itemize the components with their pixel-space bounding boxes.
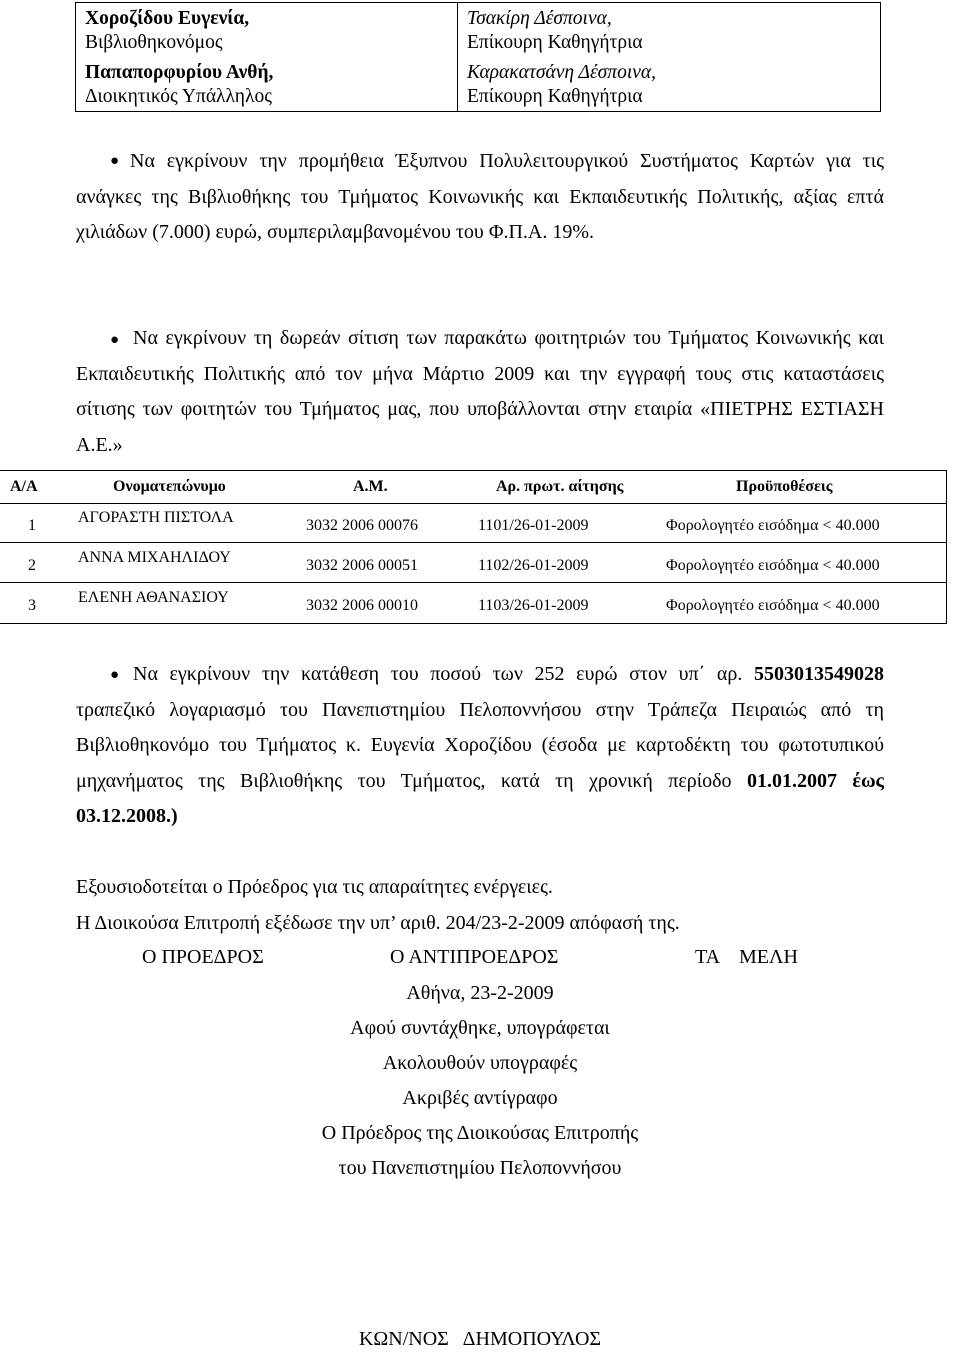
table-header-cell: Προϋποθέσεις xyxy=(736,478,833,495)
requirement: Φορολογητέο εισόδημα < 40.000 xyxy=(666,557,880,574)
resolution-paragraph-1 xyxy=(76,144,884,251)
resolution-text: τραπεζικό λογαριασμό του Πανεπιστημίου Πελοποννήσου στην Τράπεζα Πειραιώς από τη Βιβλιοθηκονόμο του Τμήματος κ. Ευγενία Χοροζίδου (έσοδα με καρτοδέκτη του φωτοτυπικού μηχανήματος της Βιβλιοθήκης του Τμήματος, κατά τη χρονική περίοδο xyxy=(76,698,884,792)
resolution-text: Να εγκρίνουν τη δωρεάν σίτιση των παρακάτω φοιτητριών του Τμήματος Κοινωνικής και Εκπαιδευτικής Πολιτικής από τον μήνα Μάρτιο 2009 και την εγγραφή τους στις καταστάσεις σίτισης των φοιτητών του Τμήματος μας, που υποβάλλονται στην εταιρία «ΠΙΕΤΡΗΣ ΕΣΤΙΑΣΗ Α.Ε.» xyxy=(76,327,884,456)
row-number: 1 xyxy=(28,517,36,534)
bank-account-number: 5503013549028 xyxy=(754,663,885,685)
collection-period: 01.01.2007 έως 03.12.2008.) xyxy=(76,769,884,827)
signatures-follow: Ακολουθούν υπογραφές xyxy=(382,1052,578,1074)
staff-name: Τσακίρη Δέσποινα, xyxy=(467,8,612,29)
staff-table-divider xyxy=(457,3,458,111)
application-number: 1103/26-01-2009 xyxy=(478,597,589,614)
decision-text: Η Διοικούσα Επιτροπή εξέδωσε την υπ’ αριθ. 204/23-2-2009 απόφασή της. xyxy=(76,912,680,934)
table-header-cell: Α.Μ. xyxy=(353,478,388,495)
staff-right-1 xyxy=(467,7,837,55)
staff-right-2 xyxy=(467,61,837,109)
signatory-members: ΤΑ ΜΕΛΗ xyxy=(695,946,798,968)
staff-role: Βιβλιοθηκονόμος xyxy=(85,32,223,53)
signatory-president: Ο ΠΡΟΕΔΡΟΣ xyxy=(142,946,264,968)
staff-table xyxy=(75,2,881,112)
resolution-text: Να εγκρίνουν την προμήθεια Έξυπνου Πολυλειτουργικού Συστήματος Καρτών για τις ανάγκες της Βιβλιοθήκης του Τμήματος Κοινωνικής και Εκπαιδευτικής Πολιτικής, αξίας επτά χιλιάδων (7.000) ευρώ, συμπεριλαμβανομένου του Φ.Π.Α. 19%. xyxy=(76,150,884,243)
bullet-icon: ● xyxy=(110,153,120,169)
resolution-paragraph-3 xyxy=(76,657,884,835)
row-number: 2 xyxy=(28,557,36,574)
student-name: ΑΓΟΡΑΣΤΗ ΠΙΣΤΟΛΑ xyxy=(78,509,234,526)
table-header-cell: Αρ. πρωτ. αίτησης xyxy=(496,478,624,495)
staff-role: Διοικητικός Υπάλληλος xyxy=(85,86,272,107)
bullet-icon: ● xyxy=(110,332,120,348)
student-id: 3032 2006 00051 xyxy=(306,557,418,574)
student-id: 3032 2006 00076 xyxy=(306,517,418,534)
application-number: 1102/26-01-2009 xyxy=(478,557,589,574)
signatory-vice-president: Ο ΑΝΤΙΠΡΟΕΔΡΟΣ xyxy=(390,946,559,968)
staff-name: Καρακατσάνη Δέσποινα, xyxy=(467,62,657,83)
signed-note: Αφού συντάχθηκε, υπογράφεται xyxy=(350,1017,610,1039)
table-header-cell: Ονοματεπώνυμο xyxy=(113,478,226,495)
authorization-text: Εξουσιοδοτείται ο Πρόεδρος για τις απαραίτητες ενέργειες. xyxy=(76,876,553,898)
table-rule xyxy=(0,542,946,543)
application-number: 1101/26-01-2009 xyxy=(478,517,589,534)
resolution-text: Να εγκρίνουν την κατάθεση του ποσού των 252 ευρώ στον υπ΄ αρ. xyxy=(133,663,743,685)
requirement: Φορολογητέο εισόδημα < 40.000 xyxy=(666,597,880,614)
table-rule xyxy=(0,503,946,504)
student-name: ΑΝΝΑ ΜΙΧΑΗΛΙΔΟΥ xyxy=(78,549,231,566)
staff-role: Επίκουρη Καθηγήτρια xyxy=(467,86,643,107)
requirement: Φορολογητέο εισόδημα < 40.000 xyxy=(666,517,880,534)
table-header-cell: Α/Α xyxy=(10,478,38,495)
resolution-paragraph-2 xyxy=(76,321,884,463)
staff-left-1 xyxy=(85,7,455,55)
president-name: ΚΩΝ/ΝΟΣ ΔΗΜΟΠΟΥΛΟΣ xyxy=(358,1328,602,1350)
staff-role: Επίκουρη Καθηγήτρια xyxy=(467,32,643,53)
student-id: 3032 2006 00010 xyxy=(306,597,418,614)
table-rule xyxy=(0,582,946,583)
staff-left-2 xyxy=(85,61,455,109)
place-date: Αθήνα, 23-2-2009 xyxy=(406,982,554,1004)
president-title-1: Ο Πρόεδρος της Διοικούσας Επιτροπής xyxy=(321,1122,639,1144)
president-title-2: του Πανεπιστημίου Πελοποννήσου xyxy=(338,1157,622,1179)
staff-name: Χοροζίδου Ευγενία, xyxy=(85,8,250,29)
students-table xyxy=(0,470,947,624)
row-number: 3 xyxy=(28,597,36,614)
bullet-icon: ● xyxy=(110,667,120,683)
true-copy: Ακριβές αντίγραφο xyxy=(402,1087,558,1109)
staff-name: Παπαπορφυρίου Ανθή, xyxy=(85,62,274,83)
student-name: ΕΛΕΝΗ ΑΘΑΝΑΣΙΟΥ xyxy=(78,589,229,606)
